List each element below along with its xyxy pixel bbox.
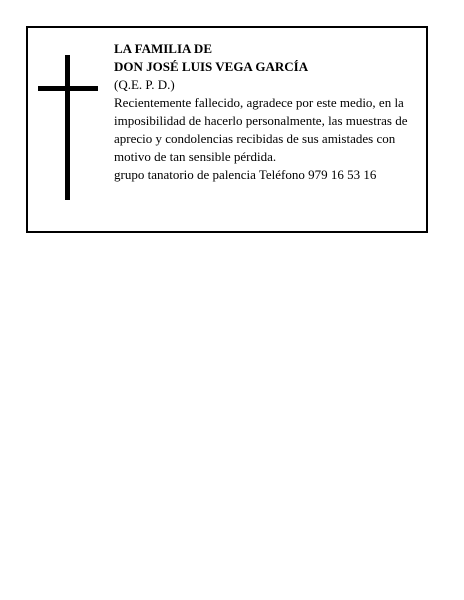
- family-heading: LA FAMILIA DE: [114, 41, 212, 56]
- deceased-name: DON JOSÉ LUIS VEGA GARCÍA: [114, 59, 309, 74]
- cross-vertical-bar: [65, 55, 70, 200]
- acknowledgement-message: Recientemente fallecido, agradece por este medio, en la imposibilidad de hacerlo personalmente, las muestras de aprecio y condolencias recibidas de sus amistades con motivo de tan sensible pérdida.: [114, 95, 408, 164]
- cross-icon: [38, 55, 98, 200]
- rip-abbreviation: (Q.E. P. D.): [114, 77, 175, 92]
- cross-horizontal-bar: [38, 86, 98, 91]
- notice-text-block: [114, 40, 424, 184]
- obituary-notice: [26, 26, 428, 233]
- funeral-home-contact: grupo tanatorio de palencia Teléfono 979 16 53 16: [114, 167, 377, 182]
